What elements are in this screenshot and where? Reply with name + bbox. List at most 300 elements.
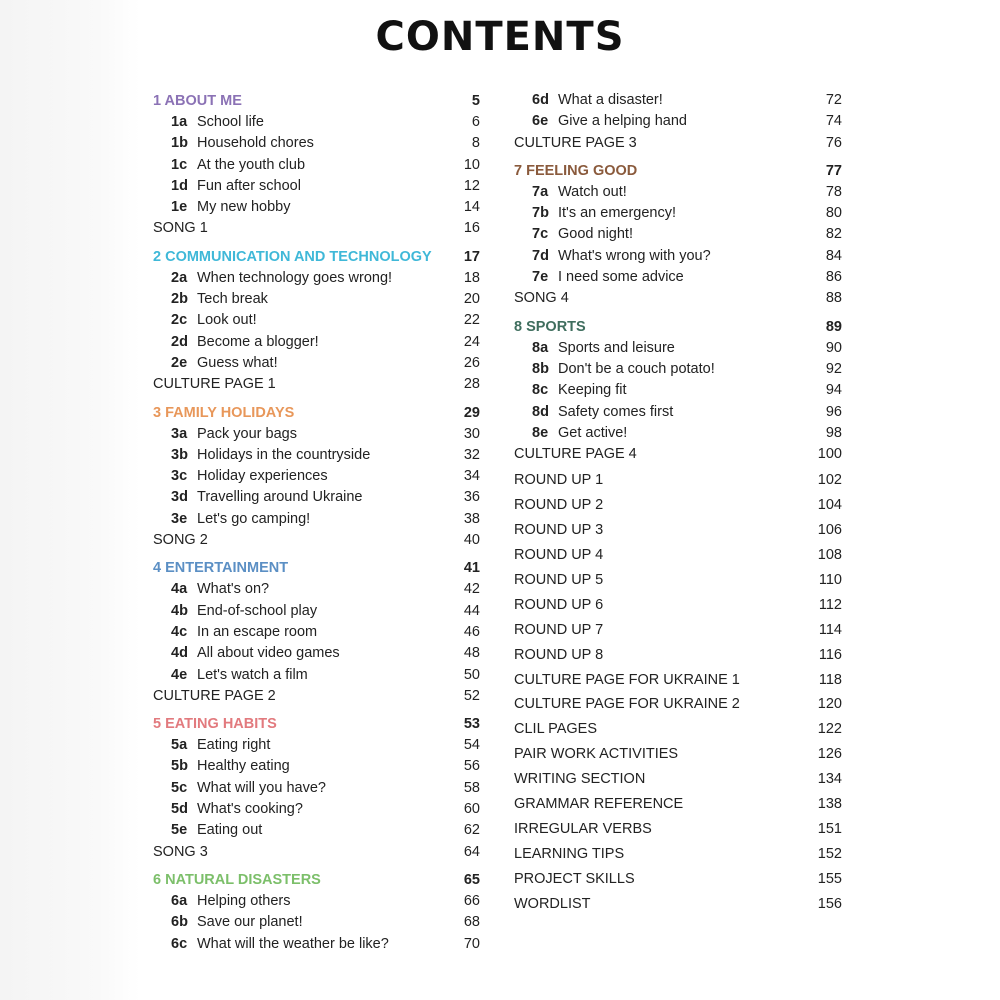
toc-page-number: 46 <box>463 623 480 640</box>
toc-page-number: 42 <box>463 581 480 598</box>
toc-entry-label <box>532 402 673 423</box>
toc-lesson-2c-look-out[interactable] <box>153 310 480 331</box>
lesson-code: 4d <box>171 645 188 662</box>
toc-page-number: 152 <box>817 845 842 862</box>
lesson-title: Eating out <box>197 822 263 839</box>
lesson-code: 4a <box>171 581 188 598</box>
lesson-title: Sports and leisure <box>558 339 675 356</box>
toc-page-number: 41 <box>463 560 480 577</box>
toc-page-number: 14 <box>463 199 480 216</box>
lesson-code: 1c <box>171 156 188 173</box>
toc-entry-label <box>171 820 262 841</box>
toc-entry-label <box>171 197 291 218</box>
lesson-title: When technology goes wrong! <box>197 269 393 286</box>
toc-page-number: 65 <box>463 871 480 888</box>
toc-page-number: 86 <box>825 269 842 286</box>
lesson-code: 5c <box>171 779 188 796</box>
toc-page-number: 34 <box>463 468 480 485</box>
toc-page-number: 96 <box>825 403 842 420</box>
toc-entry-label <box>171 155 305 176</box>
toc-page-number: 116 <box>818 646 842 663</box>
toc-page-number: 134 <box>817 771 842 788</box>
toc-lesson-8c-keeping-fit[interactable] <box>514 380 842 401</box>
toc-entry-label <box>171 579 269 600</box>
lesson-title: End-of-school play <box>197 602 318 619</box>
toc-entry-label <box>532 111 687 132</box>
toc-lesson-1c-at-the-youth-club[interactable] <box>153 155 480 176</box>
toc-page-number: 80 <box>825 205 842 222</box>
toc-page-number: 156 <box>817 895 842 912</box>
lesson-code: 2b <box>171 291 188 308</box>
lesson-title: Eating right <box>197 737 271 754</box>
toc-lesson-1d-fun-after-school[interactable] <box>153 176 480 197</box>
toc-section-round-up-3[interactable] <box>514 518 842 543</box>
toc-page-number: 54 <box>463 737 480 754</box>
toc-lesson-7d-what-s-wrong-with-you[interactable] <box>514 246 842 267</box>
page-title: CONTENTS <box>375 14 625 60</box>
lesson-title: Don't be a couch potato! <box>558 360 715 377</box>
toc-page-number: 98 <box>825 424 842 441</box>
toc-entry-label <box>171 176 301 197</box>
toc-entry-label: SONG 2 <box>153 532 208 549</box>
toc-entry-label <box>171 353 278 374</box>
lesson-code: 6a <box>171 892 188 909</box>
lesson-title: What's cooking? <box>197 801 303 818</box>
toc-lesson-7b-it-s-an-emergency[interactable] <box>514 203 842 224</box>
lesson-code: 7d <box>532 247 549 264</box>
toc-page-number: 53 <box>463 716 480 733</box>
toc-entry-label <box>532 90 663 111</box>
lesson-title: Good night! <box>558 226 633 243</box>
lesson-code: 7a <box>532 183 549 200</box>
toc-extra-song-2[interactable] <box>153 530 480 551</box>
toc-lesson-2e-guess-what[interactable] <box>153 353 480 374</box>
toc-lesson-3e-let-s-go-camping[interactable] <box>153 509 480 530</box>
lesson-code: 5b <box>171 758 188 775</box>
toc-entry-label: ROUND UP 3 <box>514 522 604 539</box>
toc-lesson-4b-end-of-school-play[interactable] <box>153 601 480 622</box>
lesson-code: 2a <box>171 269 188 286</box>
contents-right-column <box>514 90 842 916</box>
lesson-code: 8a <box>532 339 549 356</box>
toc-page-number: 108 <box>817 547 842 564</box>
toc-entry-label: GRAMMAR REFERENCE <box>514 796 684 813</box>
toc-entry-label: CULTURE PAGE FOR UKRAINE 2 <box>514 696 740 713</box>
toc-page-number: 100 <box>817 446 842 463</box>
lesson-title: Healthy eating <box>197 758 290 775</box>
toc-page-number: 20 <box>463 291 480 308</box>
lesson-title: What will you have? <box>197 779 326 796</box>
toc-unit-5-eating-habits[interactable] <box>153 713 480 735</box>
toc-entry-label: CULTURE PAGE 2 <box>153 687 276 704</box>
toc-lesson-3a-pack-your-bags[interactable] <box>153 424 480 445</box>
toc-entry-label <box>171 445 370 466</box>
toc-entry-label <box>171 601 317 622</box>
toc-page-number: 114 <box>818 621 842 638</box>
toc-entry-label <box>171 756 290 777</box>
toc-page-number: 118 <box>818 671 842 688</box>
toc-page-number: 90 <box>825 339 842 356</box>
toc-entry-label: 5 EATING HABITS <box>153 716 277 733</box>
toc-page-number: 16 <box>463 220 480 237</box>
toc-unit-3-family-holidays[interactable] <box>153 402 480 424</box>
toc-entry-label <box>532 380 627 401</box>
lesson-code: 3c <box>171 468 188 485</box>
lesson-title: Tech break <box>197 291 268 308</box>
toc-page-number: 66 <box>463 892 480 909</box>
toc-page-number: 74 <box>825 113 842 130</box>
toc-lesson-6d-what-a-disaster[interactable] <box>514 90 842 111</box>
lesson-code: 2d <box>171 333 188 350</box>
lesson-code: 5d <box>171 801 188 818</box>
toc-entry-label <box>171 466 328 487</box>
toc-entry-label: WRITING SECTION <box>514 771 646 788</box>
toc-page-number: 6 <box>471 114 480 130</box>
lesson-title: Safety comes first <box>558 403 674 420</box>
toc-lesson-6a-helping-others[interactable] <box>153 891 480 912</box>
toc-entry-label: WORDLIST <box>514 895 591 912</box>
toc-section-round-up-4[interactable] <box>514 543 842 568</box>
toc-section-round-up-7[interactable] <box>514 618 842 643</box>
toc-entry-label: CULTURE PAGE 1 <box>153 376 276 393</box>
toc-lesson-2d-become-a-blogger[interactable] <box>153 332 480 353</box>
toc-page-number: 8 <box>471 135 480 152</box>
lesson-code: 6d <box>532 92 549 108</box>
toc-entry-label: CULTURE PAGE 4 <box>514 446 637 463</box>
toc-lesson-2b-tech-break[interactable] <box>153 289 480 310</box>
toc-lesson-1b-household-chores[interactable] <box>153 133 480 154</box>
toc-entry-label: ROUND UP 7 <box>514 621 604 638</box>
toc-lesson-7e-i-need-some-advice[interactable] <box>514 267 842 288</box>
toc-lesson-4e-let-s-watch-a-film[interactable] <box>153 665 480 686</box>
lesson-title: Keeping fit <box>558 382 627 399</box>
toc-section-round-up-5[interactable] <box>514 568 842 593</box>
toc-page-number: 82 <box>825 226 842 243</box>
toc-lesson-5c-what-will-you-have[interactable] <box>153 778 480 799</box>
toc-page-number: 64 <box>463 843 480 860</box>
toc-entry-label <box>532 338 675 359</box>
toc-entry-label: 3 FAMILY HOLIDAYS <box>153 404 295 421</box>
toc-page-number: 60 <box>463 801 480 818</box>
toc-page-number: 92 <box>825 360 842 377</box>
toc-page-number: 120 <box>817 696 842 713</box>
toc-page-number: 52 <box>463 687 480 704</box>
toc-entry-label <box>171 509 310 530</box>
toc-lesson-4d-all-about-video-games[interactable] <box>153 643 480 664</box>
toc-page-number: 26 <box>463 354 480 371</box>
toc-entry-label <box>171 268 392 289</box>
toc-lesson-3c-holiday-experiences[interactable] <box>153 466 480 487</box>
toc-lesson-4a-what-s-on[interactable] <box>153 579 480 600</box>
toc-entry-label <box>171 487 363 508</box>
toc-entry-label: ROUND UP 5 <box>514 572 604 589</box>
lesson-title: Guess what! <box>197 354 278 371</box>
toc-lesson-5d-what-s-cooking[interactable] <box>153 799 480 820</box>
toc-lesson-8a-sports-and-leisure[interactable] <box>514 338 842 359</box>
toc-page-number: 102 <box>817 472 842 489</box>
lesson-title: All about video games <box>197 645 340 662</box>
lesson-code: 1e <box>171 199 188 216</box>
toc-page-number: 72 <box>825 92 842 108</box>
toc-entry-label: 7 FEELING GOOD <box>514 162 638 179</box>
toc-lesson-6e-give-a-helping-hand[interactable] <box>514 111 842 132</box>
toc-section-irregular-verbs[interactable] <box>514 817 842 842</box>
toc-section-learning-tips[interactable] <box>514 842 842 867</box>
toc-lesson-8d-safety-comes-first[interactable] <box>514 402 842 423</box>
lesson-code: 3b <box>171 446 188 463</box>
toc-page-number: 88 <box>825 290 842 307</box>
lesson-code: 1b <box>171 135 188 152</box>
toc-lesson-6c-what-will-the-weather-be-like[interactable] <box>153 934 480 955</box>
lesson-title: My new hobby <box>197 199 291 216</box>
toc-section-clil-pages[interactable] <box>514 717 842 742</box>
lesson-code: 8b <box>532 360 549 377</box>
toc-lesson-7c-good-night[interactable] <box>514 224 842 245</box>
lesson-code: 5e <box>171 822 188 839</box>
toc-unit-1-about-me[interactable] <box>153 90 480 112</box>
lesson-title: School life <box>197 114 264 130</box>
lesson-code: 8e <box>532 424 549 441</box>
lesson-title: What's on? <box>197 581 270 598</box>
toc-entry-label: SONG 3 <box>153 843 208 860</box>
toc-entry-label: IRREGULAR VERBS <box>514 820 652 837</box>
toc-unit-4-entertainment[interactable] <box>153 557 480 579</box>
lesson-title: Watch out! <box>558 183 627 200</box>
page-edge-shadow <box>0 0 140 1000</box>
toc-page-number: 36 <box>463 489 480 506</box>
toc-lesson-1a-school-life[interactable] <box>153 112 480 133</box>
toc-extra-culture-page-3[interactable] <box>514 133 842 154</box>
toc-entry-label: ROUND UP 4 <box>514 547 604 564</box>
toc-entry-label: ROUND UP 8 <box>514 646 604 663</box>
toc-entry-label <box>532 359 715 380</box>
toc-entry-label <box>532 182 627 203</box>
lesson-title: Holidays in the countryside <box>197 446 371 463</box>
toc-section-grammar-reference[interactable] <box>514 792 842 817</box>
toc-page-number: 22 <box>463 312 480 329</box>
lesson-title: Pack your bags <box>197 425 297 442</box>
toc-lesson-3d-travelling-around-ukraine[interactable] <box>153 487 480 508</box>
toc-entry-label: CLIL PAGES <box>514 721 598 738</box>
toc-entry-label: CULTURE PAGE FOR UKRAINE 1 <box>514 671 740 688</box>
lesson-code: 6e <box>532 113 549 130</box>
lesson-code: 8d <box>532 403 549 420</box>
toc-section-round-up-2[interactable] <box>514 493 842 518</box>
toc-entry-label <box>171 735 270 756</box>
toc-entry-label <box>171 622 317 643</box>
toc-entry-label: 6 NATURAL DISASTERS <box>153 871 321 888</box>
lesson-title: I need some advice <box>558 269 684 286</box>
lesson-code: 6b <box>171 914 188 931</box>
toc-page-number: 106 <box>817 522 842 539</box>
toc-entry-label: ROUND UP 6 <box>514 596 604 613</box>
toc-section-round-up-1[interactable] <box>514 468 842 493</box>
toc-lesson-6b-save-our-planet[interactable] <box>153 912 480 933</box>
toc-extra-song-3[interactable] <box>153 842 480 863</box>
toc-page-number: 44 <box>463 602 480 619</box>
toc-page-number: 29 <box>463 404 480 421</box>
toc-page-number: 5 <box>471 93 480 109</box>
lesson-title: Look out! <box>197 312 257 329</box>
lesson-code: 4c <box>171 623 188 640</box>
toc-extra-culture-page-4[interactable] <box>514 444 842 465</box>
toc-entry-label <box>171 665 308 686</box>
toc-lesson-3b-holidays-in-the-countryside[interactable] <box>153 445 480 466</box>
lesson-title: Let's watch a film <box>197 666 308 683</box>
toc-page-number: 70 <box>463 935 480 952</box>
toc-entry-label: 2 COMMUNICATION AND TECHNOLOGY <box>153 248 432 265</box>
toc-page-number: 12 <box>463 177 480 194</box>
lesson-code: 2c <box>171 312 188 329</box>
toc-page-number: 78 <box>825 183 842 200</box>
toc-page-number: 18 <box>463 269 480 286</box>
toc-page-number: 76 <box>825 134 842 151</box>
toc-page-number: 58 <box>463 779 480 796</box>
lesson-title: Holiday experiences <box>197 468 328 485</box>
toc-page-number: 28 <box>463 376 480 393</box>
lesson-title: Household chores <box>197 135 314 152</box>
toc-page-number: 104 <box>817 497 842 514</box>
toc-entry-label: ROUND UP 2 <box>514 497 604 514</box>
toc-entry-label: PROJECT SKILLS <box>514 870 635 887</box>
lesson-code: 3d <box>171 489 188 506</box>
toc-page-number: 84 <box>825 247 842 264</box>
toc-page-number: 40 <box>463 532 480 549</box>
lesson-title: In an escape room <box>197 623 318 640</box>
toc-section-pair-work-activities[interactable] <box>514 742 842 767</box>
toc-page-number: 50 <box>463 666 480 683</box>
toc-entry-label: CULTURE PAGE 3 <box>514 134 637 151</box>
toc-section-writing-section[interactable] <box>514 767 842 792</box>
toc-entry-label <box>532 246 711 267</box>
toc-entry-label <box>171 891 291 912</box>
toc-page-number: 89 <box>825 318 842 335</box>
toc-page-number: 77 <box>825 162 842 179</box>
toc-section-culture-page-for-ukraine-2[interactable] <box>514 692 842 717</box>
toc-lesson-8b-don-t-be-a-couch-potato[interactable] <box>514 359 842 380</box>
toc-page-number: 62 <box>463 822 480 839</box>
lesson-code: 2e <box>171 354 188 371</box>
toc-entry-label: ROUND UP 1 <box>514 472 604 489</box>
toc-lesson-7a-watch-out[interactable] <box>514 182 842 203</box>
toc-unit-7-feeling-good[interactable] <box>514 160 842 182</box>
toc-page-number: 38 <box>463 510 480 527</box>
toc-entry-label <box>171 778 326 799</box>
lesson-code: 6c <box>171 935 188 952</box>
toc-page-number: 155 <box>817 870 842 887</box>
toc-entry-label <box>532 203 676 224</box>
toc-page-number: 151 <box>817 820 842 837</box>
lesson-code: 3e <box>171 510 188 527</box>
toc-page-number: 122 <box>817 721 842 738</box>
lesson-code: 1d <box>171 177 188 194</box>
toc-lesson-1e-my-new-hobby[interactable] <box>153 197 480 218</box>
lesson-code: 4e <box>171 666 188 683</box>
toc-entry-label <box>171 310 257 331</box>
lesson-code: 7e <box>532 269 549 286</box>
lesson-title: Fun after school <box>197 177 301 194</box>
lesson-code: 1a <box>171 114 188 130</box>
lesson-code: 4b <box>171 602 188 619</box>
toc-entry-label: SONG 1 <box>153 220 208 237</box>
toc-entry-label <box>532 267 684 288</box>
toc-entry-label <box>171 799 303 820</box>
toc-entry-label <box>532 423 627 444</box>
toc-entry-label <box>171 643 340 664</box>
lesson-title: Helping others <box>197 892 291 909</box>
toc-page-number: 68 <box>463 914 480 931</box>
toc-entry-label: 8 SPORTS <box>514 318 586 335</box>
lesson-title: Become a blogger! <box>197 333 319 350</box>
toc-lesson-2a-when-technology-goes-wrong[interactable] <box>153 268 480 289</box>
toc-entry-label <box>171 424 297 445</box>
toc-entry-label <box>532 224 633 245</box>
lesson-title: Let's go camping! <box>197 510 311 527</box>
toc-entry-label: 4 ENTERTAINMENT <box>153 560 289 577</box>
toc-section-wordlist[interactable] <box>514 892 842 917</box>
lesson-code: 5a <box>171 737 188 754</box>
toc-page-number: 24 <box>463 333 480 350</box>
toc-section-round-up-6[interactable] <box>514 593 842 618</box>
toc-entry-label <box>171 912 303 933</box>
lesson-title: At the youth club <box>197 156 306 173</box>
lesson-title: What's wrong with you? <box>558 247 711 264</box>
toc-section-round-up-8[interactable] <box>514 643 842 668</box>
toc-page-number: 17 <box>463 248 480 265</box>
toc-entry-label <box>171 332 319 353</box>
toc-page-number: 110 <box>818 572 842 589</box>
toc-lesson-5e-eating-out[interactable] <box>153 820 480 841</box>
toc-page-number: 32 <box>463 446 480 463</box>
toc-page-number: 112 <box>818 596 842 613</box>
toc-extra-song-4[interactable] <box>514 288 842 309</box>
toc-page-number: 56 <box>463 758 480 775</box>
toc-page-number: 48 <box>463 645 480 662</box>
toc-page-number: 30 <box>463 425 480 442</box>
toc-entry-label <box>171 112 264 133</box>
toc-extra-culture-page-1[interactable] <box>153 374 480 395</box>
toc-section-project-skills[interactable] <box>514 867 842 892</box>
toc-section-culture-page-for-ukraine-1[interactable] <box>514 668 842 693</box>
toc-entry-label <box>171 934 389 955</box>
toc-entry-label: SONG 4 <box>514 290 569 307</box>
lesson-title: It's an emergency! <box>558 205 677 222</box>
lesson-title: Get active! <box>558 424 628 441</box>
toc-lesson-8e-get-active[interactable] <box>514 423 842 444</box>
toc-unit-6-natural-disasters[interactable] <box>153 869 480 891</box>
toc-lesson-5a-eating-right[interactable] <box>153 735 480 756</box>
contents-left-column <box>153 90 480 955</box>
lesson-code: 3a <box>171 425 188 442</box>
lesson-title: What will the weather be like? <box>197 935 389 952</box>
lesson-code: 7c <box>532 226 549 243</box>
lesson-title: Save our planet! <box>197 914 303 931</box>
toc-extra-culture-page-2[interactable] <box>153 686 480 707</box>
lesson-title: Give a helping hand <box>558 113 687 130</box>
toc-entry-label: PAIR WORK ACTIVITIES <box>514 746 679 763</box>
toc-page-number: 94 <box>825 382 842 399</box>
toc-page-number: 138 <box>817 796 842 813</box>
toc-extra-song-1[interactable] <box>153 218 480 239</box>
toc-lesson-4c-in-an-escape-room[interactable] <box>153 622 480 643</box>
lesson-title: What a disaster! <box>558 92 663 108</box>
toc-unit-8-sports[interactable] <box>514 316 842 338</box>
toc-entry-label: 1 ABOUT ME <box>153 93 242 109</box>
toc-entry-label <box>171 289 268 310</box>
toc-lesson-5b-healthy-eating[interactable] <box>153 756 480 777</box>
toc-page-number: 10 <box>463 156 480 173</box>
toc-unit-2-communication-and-technology[interactable] <box>153 246 480 268</box>
